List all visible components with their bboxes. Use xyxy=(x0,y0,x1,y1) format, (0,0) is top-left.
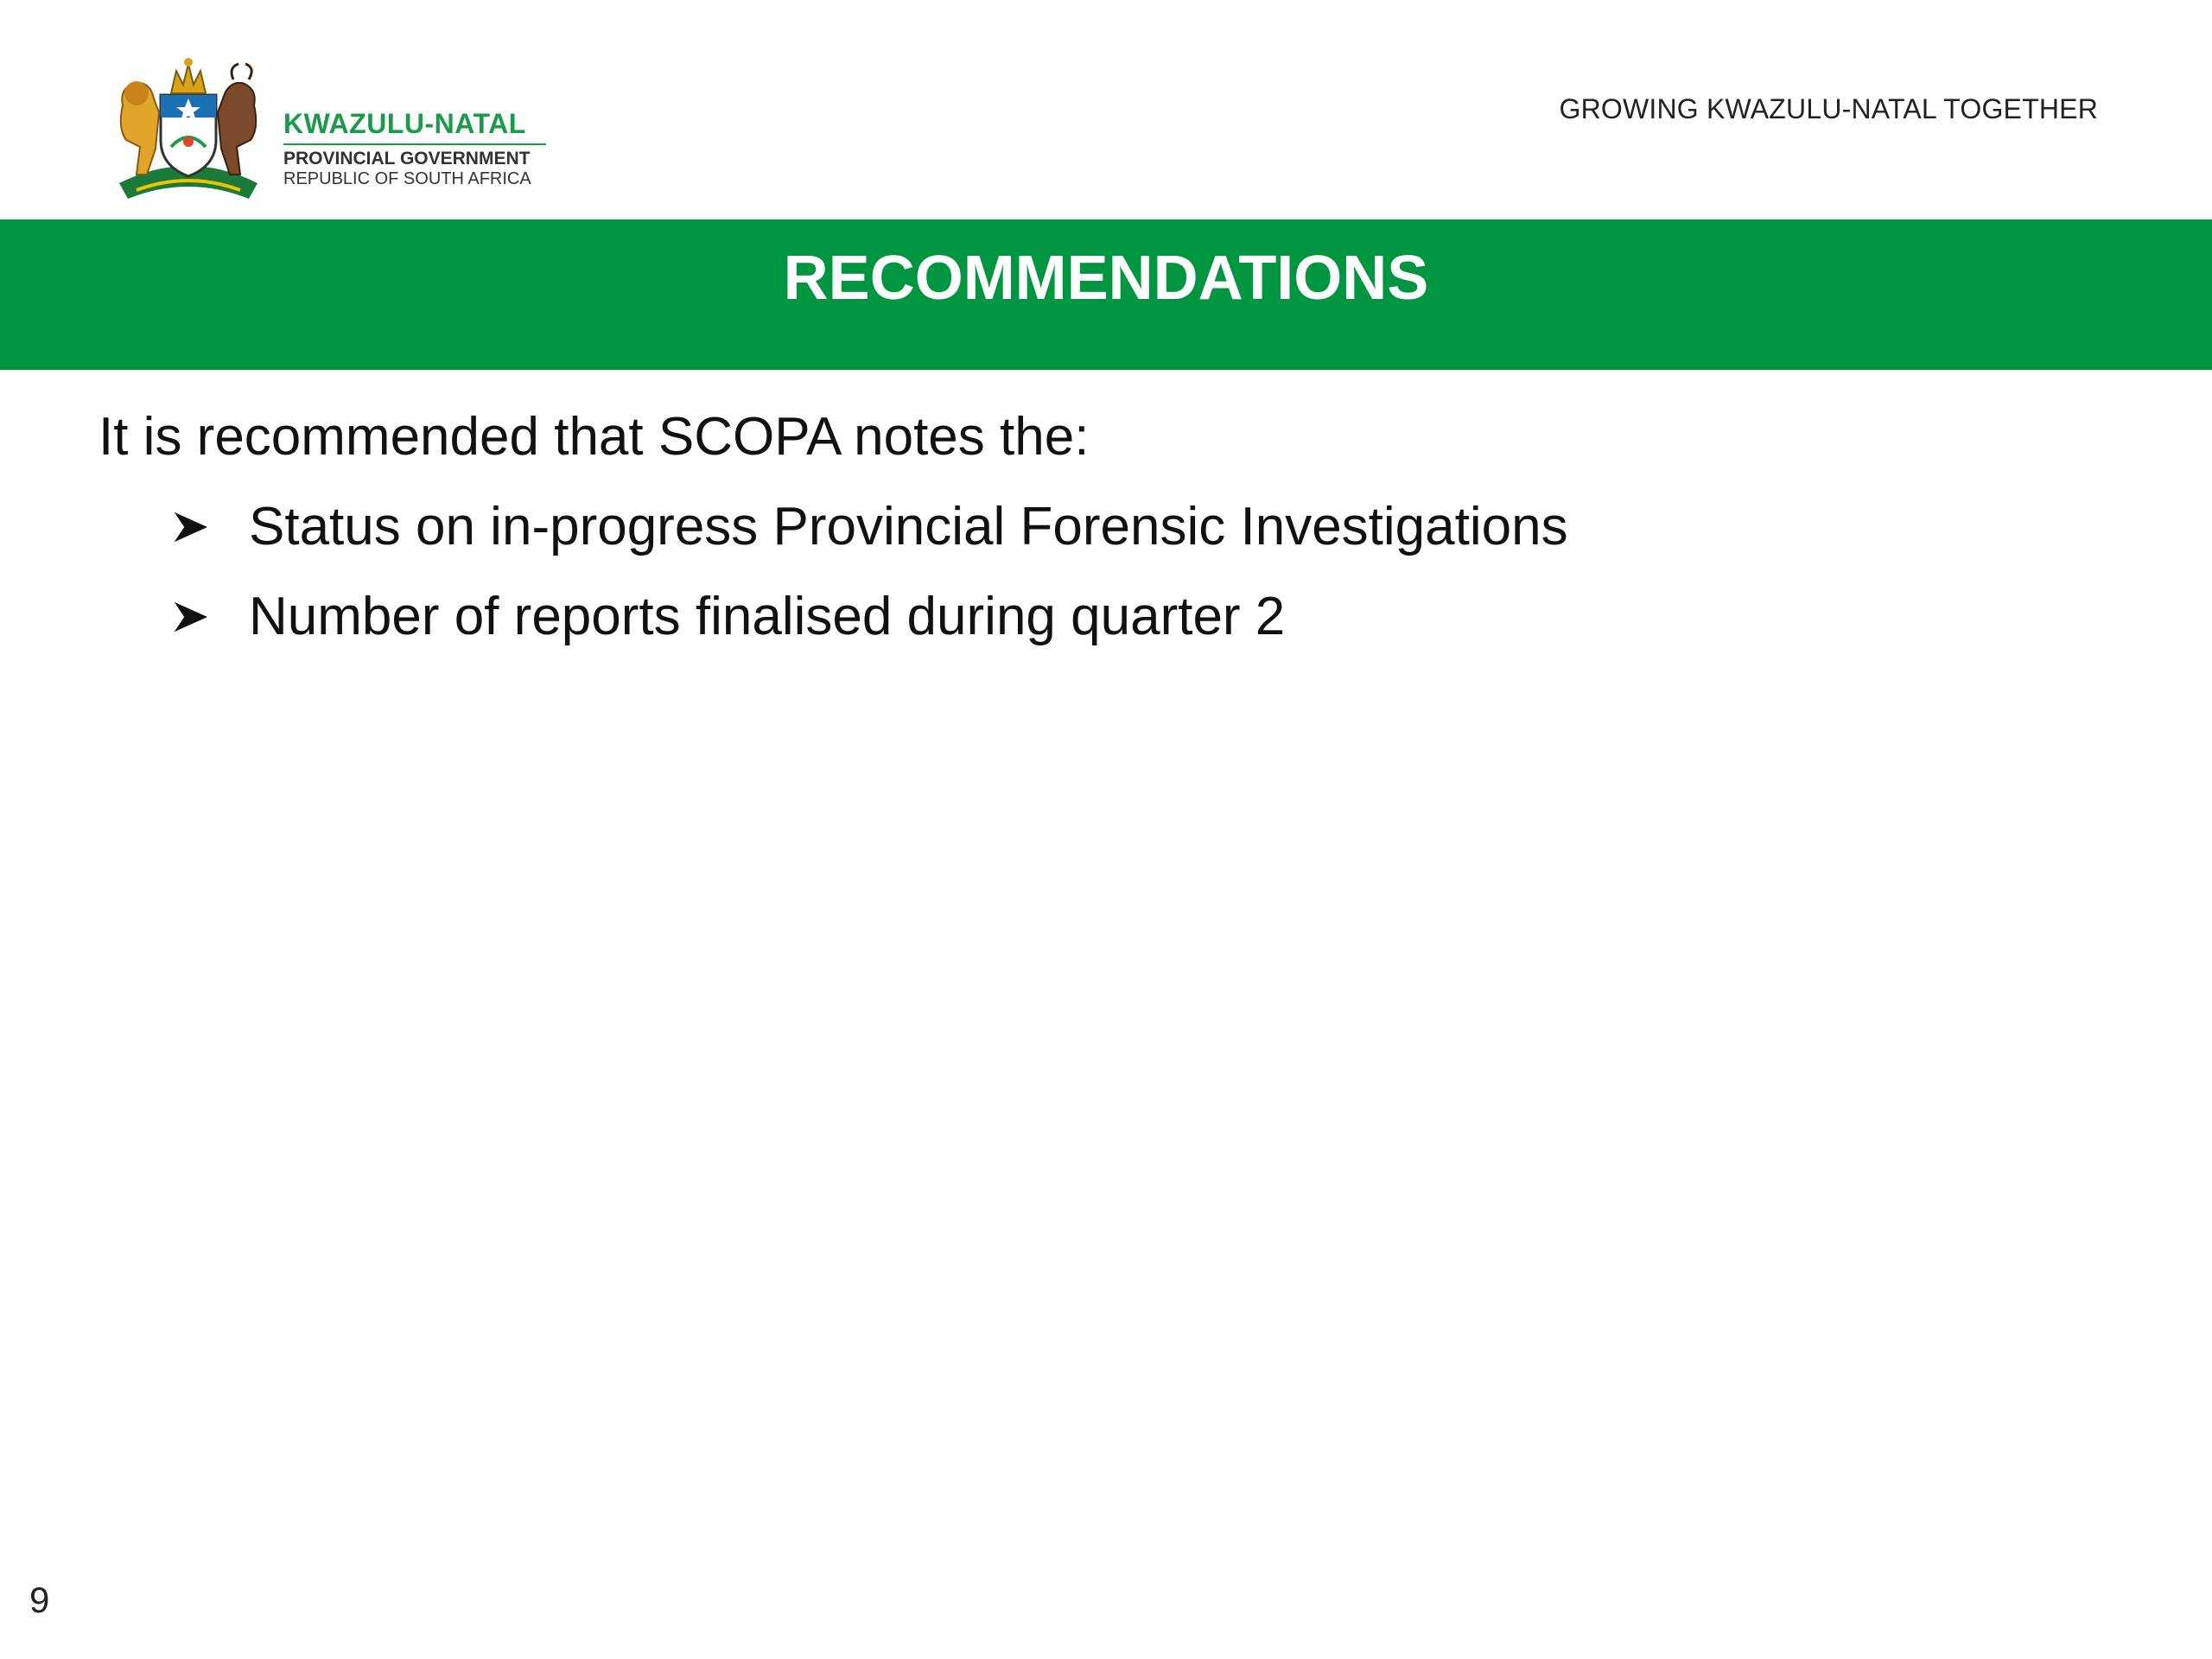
logo-text xyxy=(283,107,569,188)
logo-subtitle: PROVINCIAL GOVERNMENT xyxy=(283,149,531,168)
list-item xyxy=(99,493,2086,562)
kzn-logo xyxy=(111,45,560,204)
coat-of-arms-icon xyxy=(111,45,266,204)
bullet-list xyxy=(99,493,2086,652)
slide-body xyxy=(99,403,2086,672)
slide-header xyxy=(0,0,2212,219)
header-tagline: GROWING KWAZULU-NATAL TOGETHER xyxy=(1559,93,2098,124)
arrowhead-bullet-icon xyxy=(169,600,209,634)
bullet-text: Number of reports finalised during quarter 2 xyxy=(249,587,1286,646)
intro-text: It is recommended that SCOPA notes the: xyxy=(99,407,1090,467)
logo-subtitle-country: REPUBLIC OF SOUTH AFRICA xyxy=(283,169,531,188)
title-banner xyxy=(0,219,2212,370)
logo-title: KWAZULU-NATAL xyxy=(283,108,526,139)
slide-title: RECOMMENDATIONS xyxy=(783,244,1429,313)
bullet-text: Status on in-progress Provincial Forensic Investigations xyxy=(249,497,1568,556)
page-number: 9 xyxy=(29,1580,50,1620)
arrowhead-bullet-icon xyxy=(169,510,209,544)
list-item xyxy=(99,582,2086,652)
logo-divider xyxy=(283,143,546,145)
